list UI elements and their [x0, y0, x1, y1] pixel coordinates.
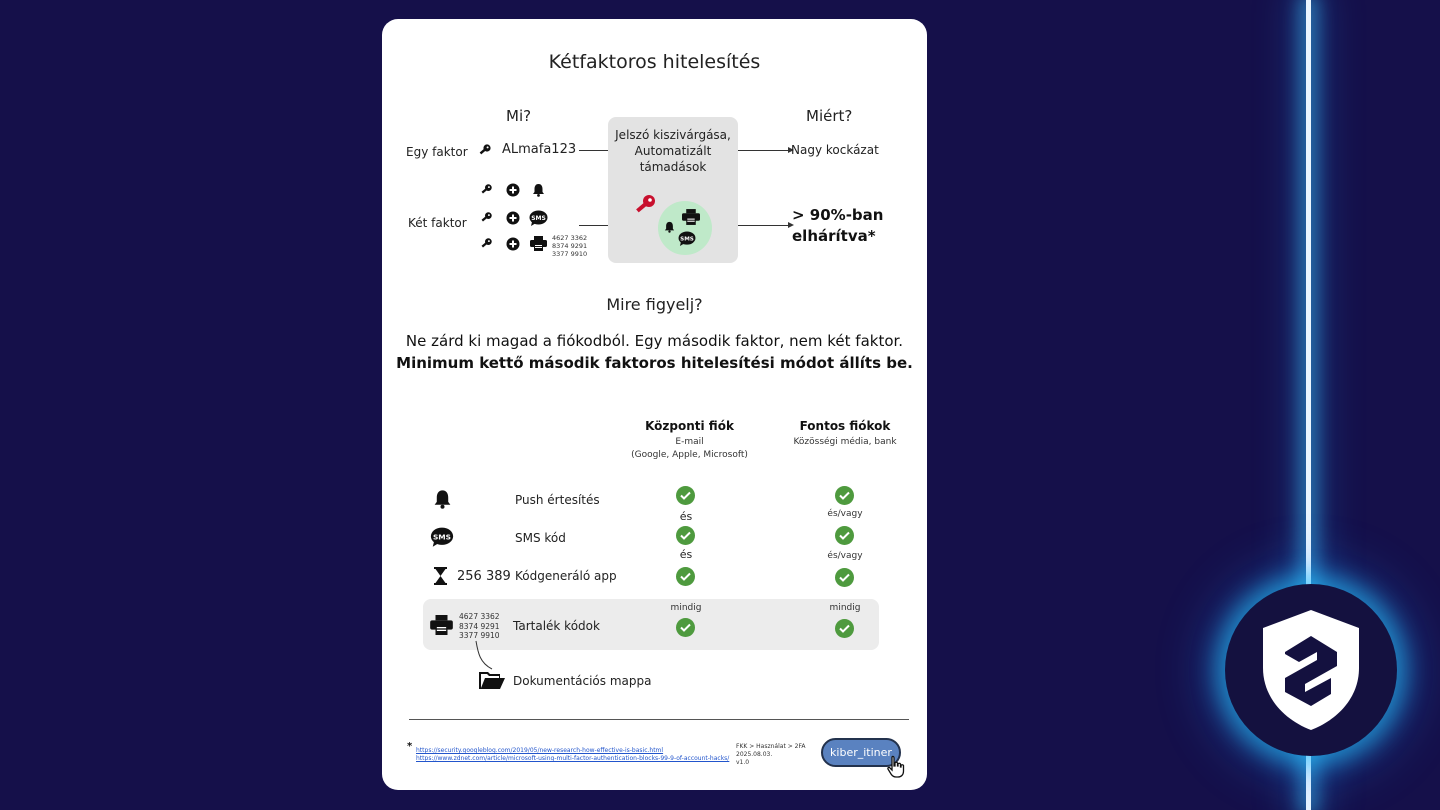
what-header: Mi?	[506, 107, 532, 125]
hand-cursor-icon	[886, 755, 906, 779]
backup-codes-sample: 4627 3362 8374 9291 3377 9910	[459, 612, 500, 640]
plus-circle-icon	[506, 211, 520, 225]
warning-text-bold: Minimum kettő második faktoros hitelesítési módot állíts be.	[396, 354, 913, 372]
sms-bubble-icon	[529, 210, 548, 227]
svg-text:SMS: SMS	[680, 236, 694, 243]
footer-divider	[409, 719, 909, 720]
plus-circle-icon	[506, 183, 520, 197]
check-icon	[835, 619, 854, 638]
hourglass-icon	[434, 567, 447, 585]
check-icon	[835, 568, 854, 587]
bell-icon	[532, 183, 545, 197]
why-header: Miért?	[806, 107, 853, 125]
two-factor-label: Két faktor	[408, 216, 467, 230]
and-connector: és	[679, 510, 693, 523]
check-icon	[835, 486, 854, 505]
important-accounts-header: Fontos fiókok Közösségi média, bank	[793, 419, 897, 447]
always-label: mindig	[829, 603, 861, 613]
source-link[interactable]: https://www.zdnet.com/article/microsoft-using-multi-factor-authentication-blocks-99-9-of-account-hacks/	[416, 755, 730, 762]
footnote-asterisk: *	[407, 741, 413, 752]
key-icon	[480, 237, 493, 250]
connector-curve	[472, 639, 502, 673]
and-or-connector: és/vagy	[827, 509, 863, 519]
row-label-authenticator: Kódgeneráló app	[515, 569, 617, 583]
password-example: ALmafa123	[502, 142, 577, 157]
document-meta: FKK > Használat > 2FA 2025.08.03. v1.0	[736, 743, 806, 766]
key-icon	[480, 211, 493, 224]
key-icon	[480, 183, 493, 196]
folder-icon	[479, 671, 505, 690]
check-icon	[676, 618, 695, 637]
connector-line	[579, 225, 608, 226]
bell-icon	[433, 489, 452, 509]
sms-bubble-icon	[678, 231, 696, 247]
connector-line	[579, 150, 608, 151]
second-factor-circle	[658, 201, 712, 255]
risk-result: Nagy kockázat	[791, 143, 879, 157]
page-title: Kétfaktoros hitelesítés	[548, 51, 761, 73]
sms-bubble-icon	[430, 527, 454, 548]
one-factor-label: Egy faktor	[406, 145, 468, 159]
footnote-links	[416, 747, 729, 763]
source-link[interactable]: https://security.googleblog.com/2019/05/new-research-how-effective-is-basic.html	[416, 747, 664, 754]
row-label-sms: SMS kód	[515, 531, 566, 545]
svg-text:SMS: SMS	[531, 215, 546, 222]
code-example: 256 389	[457, 569, 511, 584]
kiber-itiner-button[interactable]: kiber_itiner	[821, 738, 901, 767]
check-icon	[676, 486, 695, 505]
check-icon	[676, 567, 695, 586]
and-connector: és	[679, 548, 693, 561]
row-label-backup: Tartalék kódok	[513, 619, 600, 633]
watch-title: Mire figyelj?	[606, 295, 703, 314]
shield-logo-icon	[1255, 606, 1367, 734]
plus-circle-icon	[506, 237, 520, 251]
printer-icon	[430, 615, 453, 635]
and-or-connector: és/vagy	[827, 551, 863, 561]
documentation-folder-label: Dokumentációs mappa	[513, 674, 652, 688]
check-icon	[835, 526, 854, 545]
row-label-push: Push értesítés	[515, 493, 600, 507]
brand-badge	[1225, 584, 1397, 756]
protection-result: > 90%-ban elhárítva*	[792, 206, 884, 245]
infographic-card	[382, 19, 927, 790]
printer-icon	[682, 209, 700, 225]
arrow-line	[738, 225, 790, 226]
svg-text:SMS: SMS	[432, 532, 452, 542]
red-key-icon	[634, 193, 658, 217]
backup-codes: 4627 3362 8374 9291 3377 9910	[552, 234, 588, 258]
bell-icon	[664, 221, 675, 233]
always-label: mindig	[670, 603, 702, 613]
key-icon	[478, 143, 492, 157]
warning-text: Ne zárd ki magad a fiókodból. Egy második faktor, nem két faktor.	[405, 332, 904, 350]
central-account-header: Központi fiók E-mail (Google, Apple, Microsoft)	[631, 419, 748, 460]
threat-box: Jelszó kiszivárgása, Automatizált támadások SMS	[608, 117, 738, 263]
printer-icon	[530, 236, 547, 251]
check-icon	[676, 526, 695, 545]
arrow-line	[738, 150, 790, 151]
